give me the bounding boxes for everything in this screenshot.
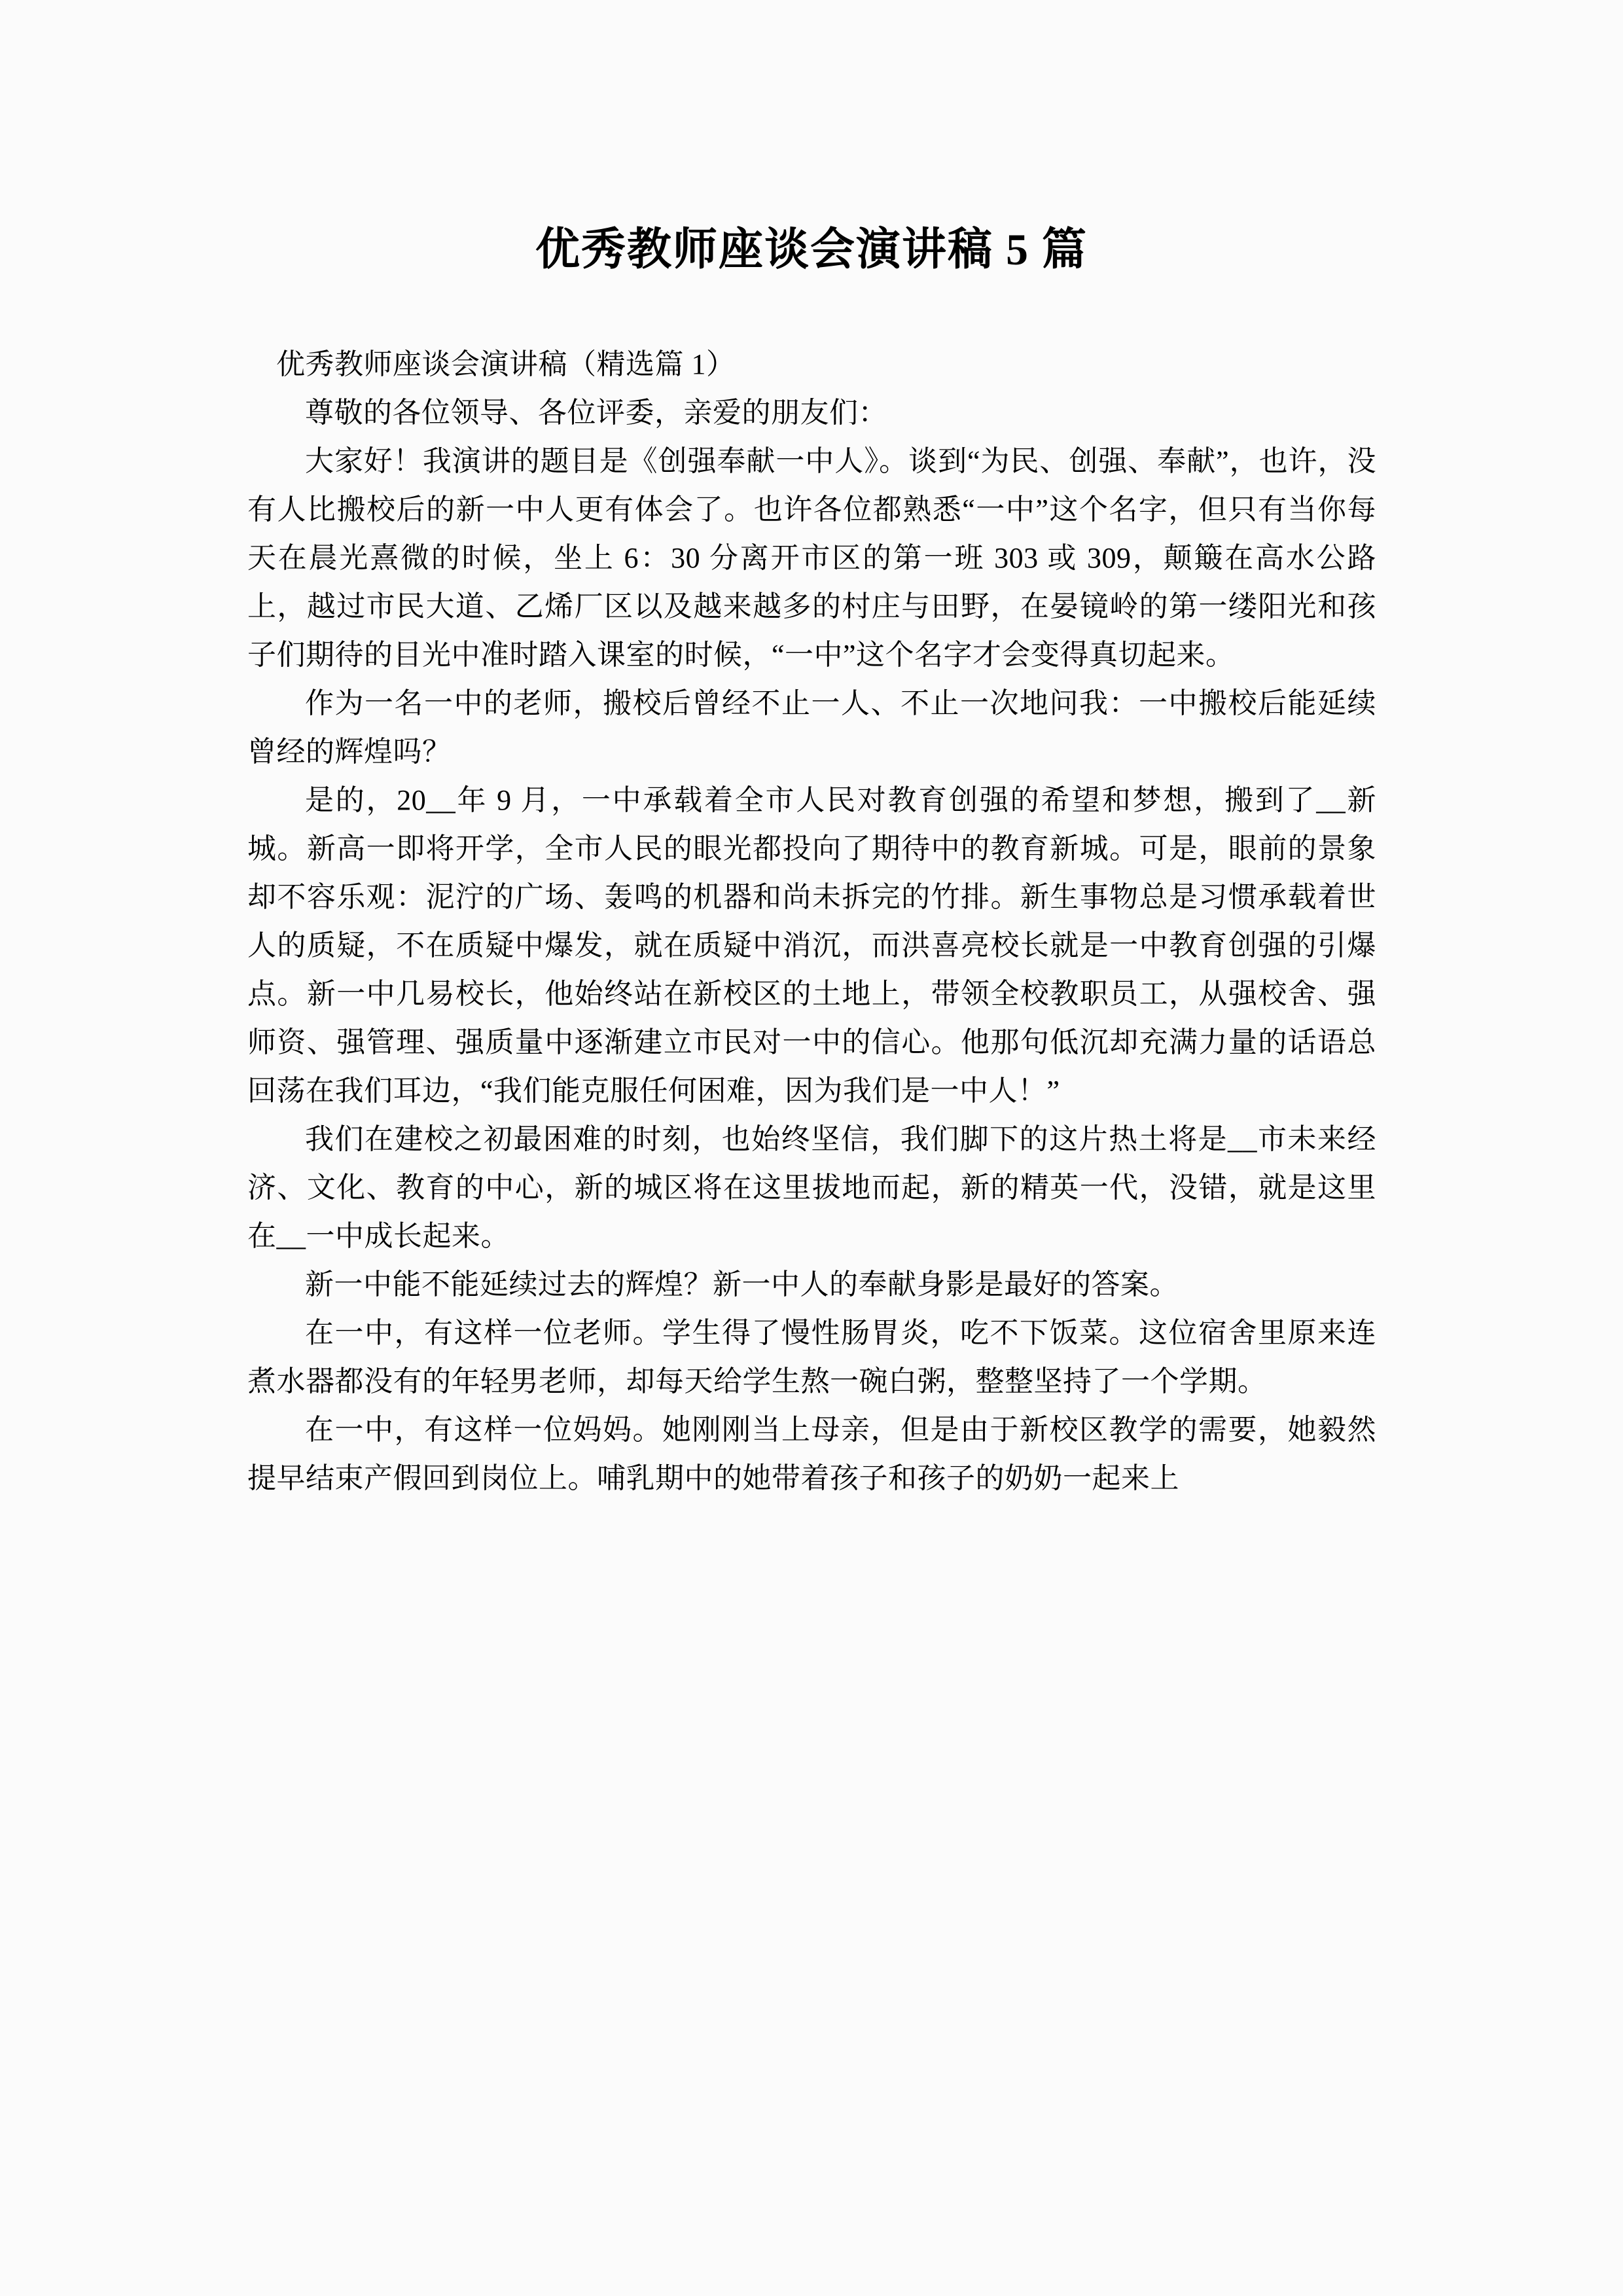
paragraph-mother-story: 在一中，有这样一位妈妈。她刚刚当上母亲，但是由于新校区教学的需要，她毅然提早结束产假回到岗位上。哺乳期中的她带着孩子和孩子的奶奶一起来上	[247, 1414, 1376, 1494]
page-title: 优秀教师座谈会演讲稿 5 篇	[535, 224, 1088, 274]
paragraph-answer: 新一中能不能延续过去的辉煌？新一中人的奉献身影是最好的答案。	[305, 1268, 1179, 1300]
paragraph-belief: 我们在建校之初最困难的时刻，也始终坚信，我们脚下的这片热土将是__市未来经济、文化、教育的中心，新的城区将在这里拔地而起，新的精英一代，没错，就是这里在__一中成长起来。	[247, 1123, 1376, 1252]
paragraph-relocation: 是的，20__年 9 月，一中承载着全市人民对教育创强的希望和梦想，搬到了__新城。新高一即将开学，全市人民的眼光都投向了期待中的教育新城。可是，眼前的景象却不容乐观：泥泞的广场、轰鸣的机器和尚未拆完的竹排。新生事物总是习惯承载着世人的质疑，不在质疑中爆发，就在质疑中消沉，而洪喜亮校长就是一中教育创强的引爆点。新一中几易校长，他始终站在新校区的土地上，带领全校教职员工，从强校舍、强师资、强管理、强质量中逐渐建立市民对一中的信心。他那句低沉却充满力量的话语总回荡在我们耳边，“我们能克服任何困难，因为我们是一中人！”	[247, 784, 1376, 1107]
section-heading: 优秀教师座谈会演讲稿（精选篇 1）	[276, 348, 736, 380]
paragraph-teacher-story: 在一中，有这样一位老师。学生得了慢性肠胃炎，吃不下饭菜。这位宿舍里原来连煮水器都没有的年轻男老师，却每天给学生熬一碗白粥，整整坚持了一个学期。	[247, 1317, 1376, 1397]
paragraph-question: 作为一名一中的老师，搬校后曾经不止一人、不止一次地问我：一中搬校后能延续曾经的辉煌吗？	[247, 687, 1376, 768]
paragraph-opening: 大家好！我演讲的题目是《创强奉献一中人》。谈到“为民、创强、奉献”，也许，没有人比搬校后的新一中人更有体会了。也许各位都熟悉“一中”这个名字，但只有当你每天在晨光熹微的时候，坐上 6：30 分离开市区的第一班 303 或 309，颠簸在高水公路上，越过市民大道、乙烯厂区以及越来越多的村庄与田野，在晏镜岭的第一缕阳光和孩子们期待的目光中准时踏入课室的时候，“一中”这个名字才会变得真切起来。	[247, 445, 1376, 671]
document-body	[247, 340, 1376, 1503]
paragraph-salutation: 尊敬的各位领导、各位评委，亲爱的朋友们：	[305, 397, 887, 429]
